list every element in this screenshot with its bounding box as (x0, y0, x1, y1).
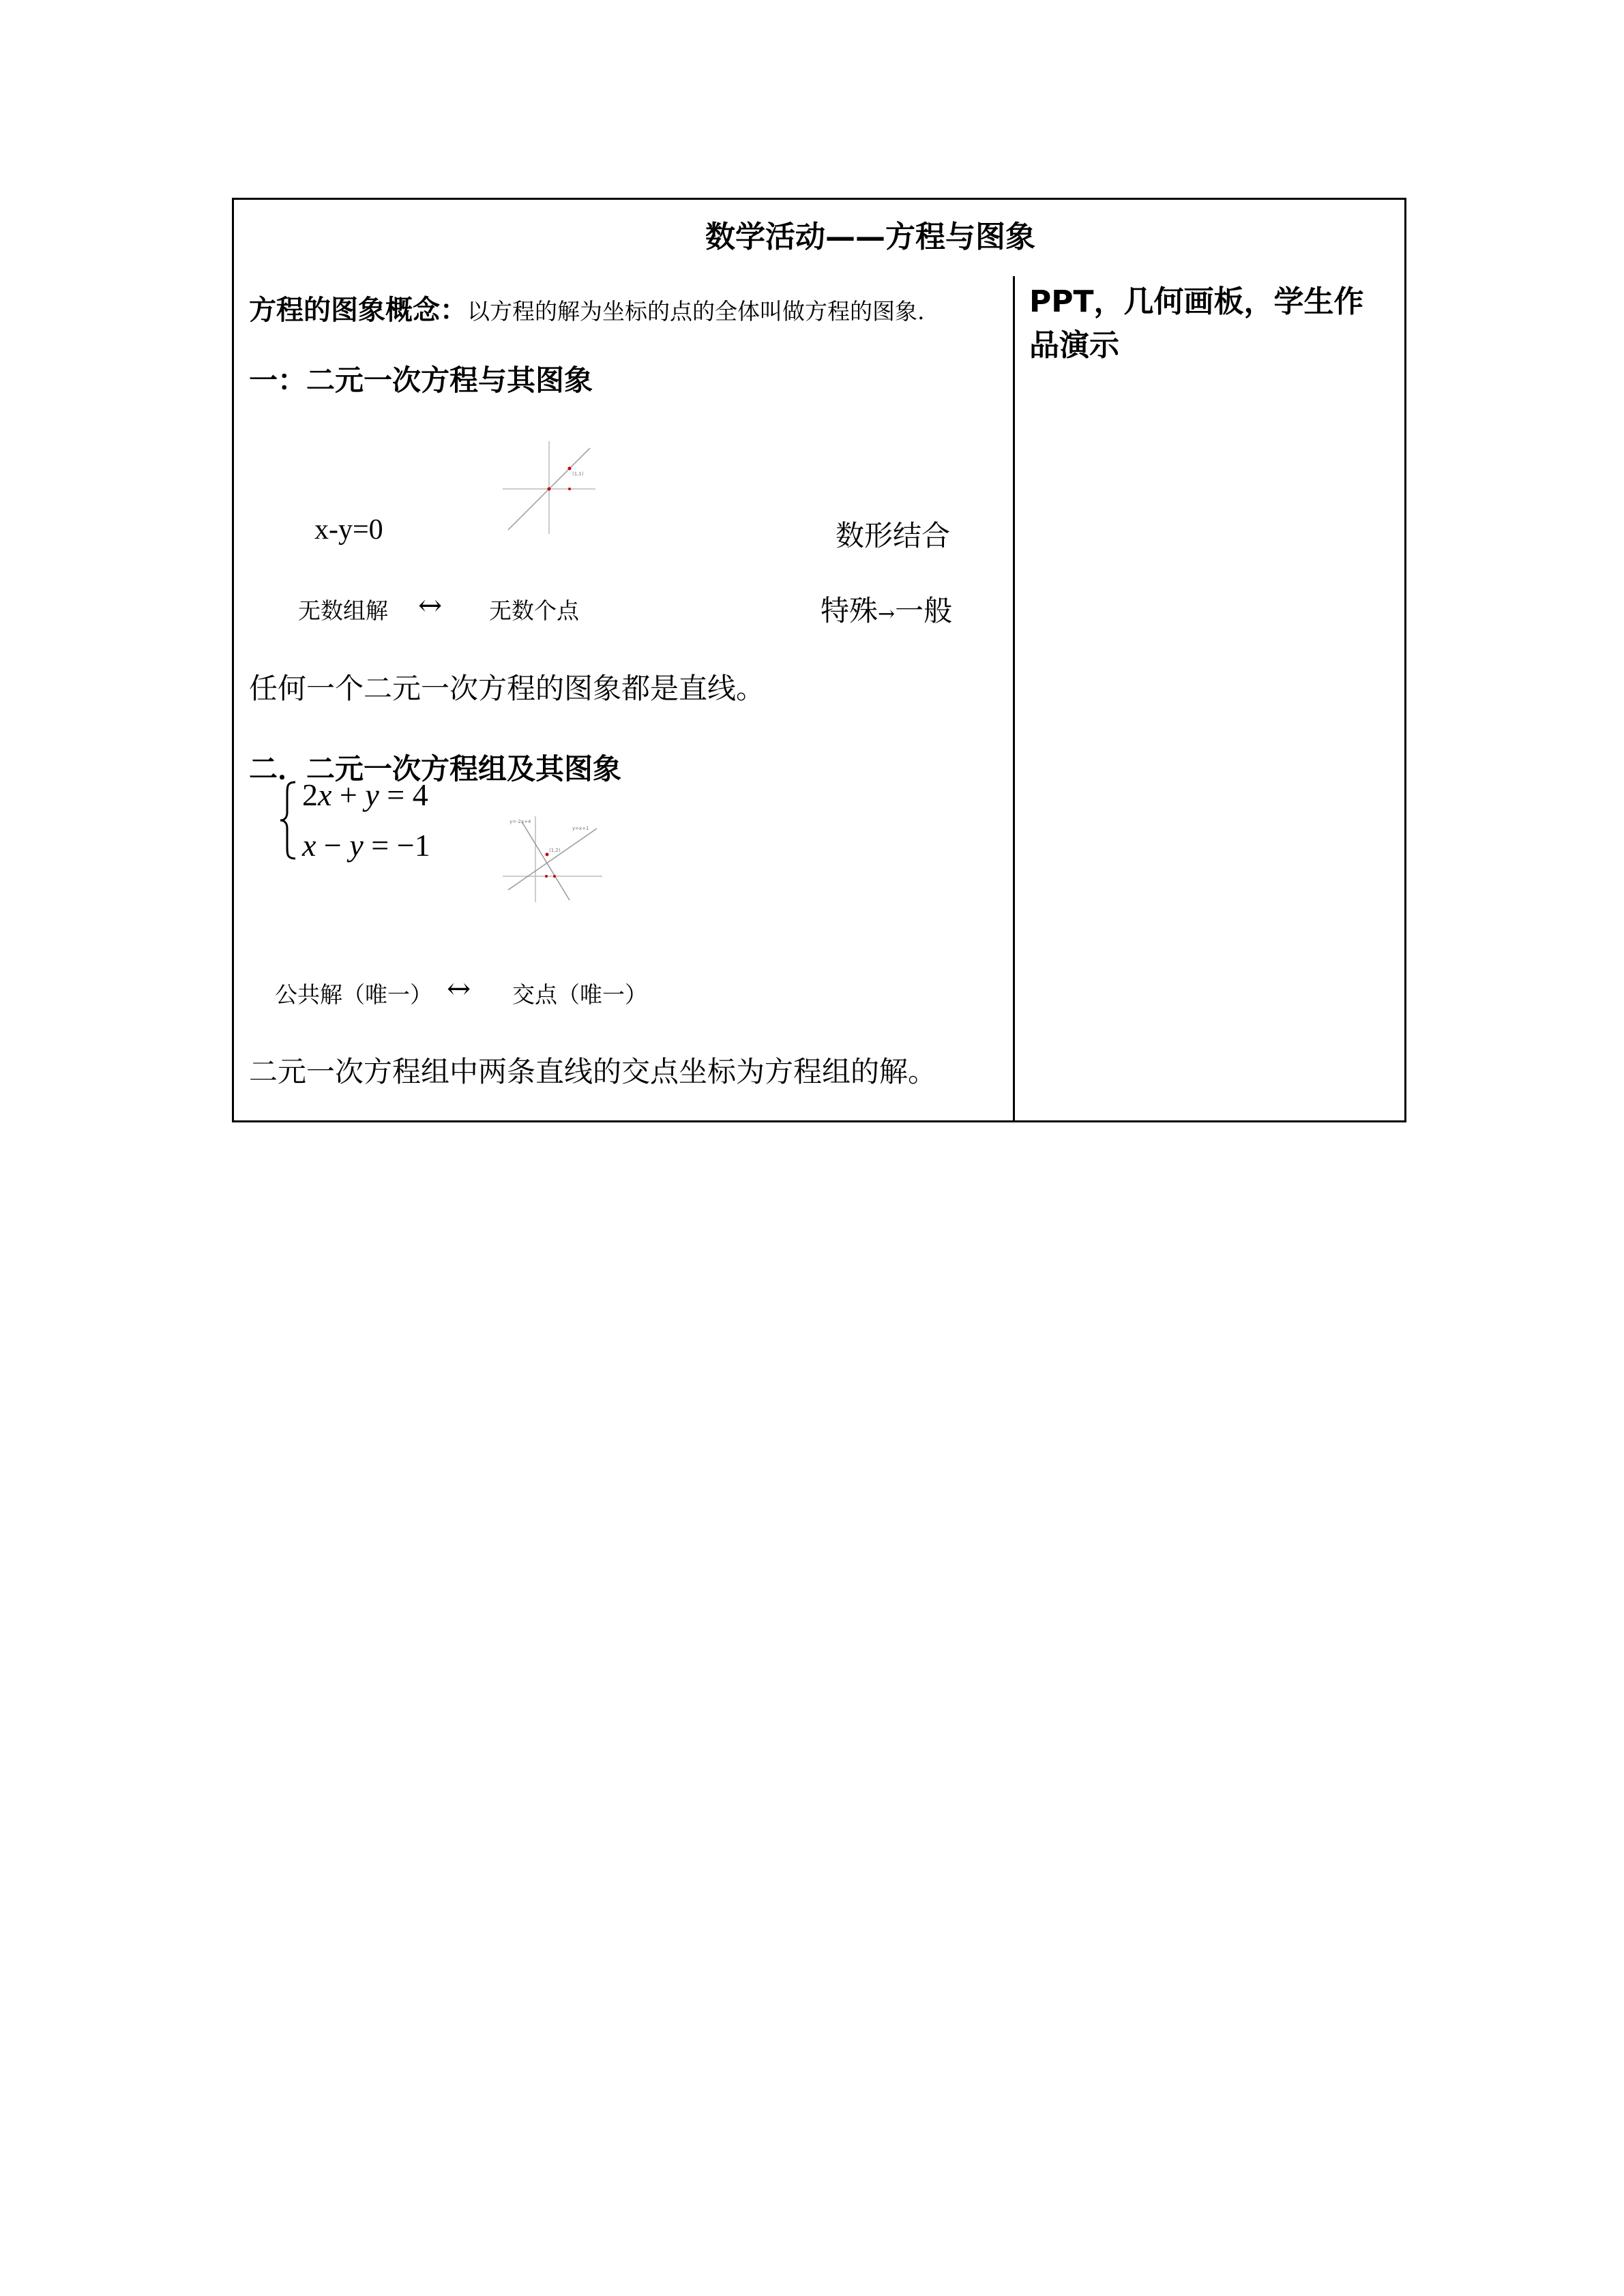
intersection-point (546, 853, 549, 856)
graph2-label-2: y=x+1 (572, 826, 589, 831)
equivalence-arrow: ↔ (418, 588, 443, 622)
graph-x-minus-y (501, 440, 597, 535)
section2-heading: 二．二元一次方程组及其图象 (249, 752, 622, 786)
idea-number-shape: 数形结合 (836, 519, 951, 552)
section1-conclusion: 任何一个二元一次方程的图象都是直线。 (249, 672, 765, 705)
lesson-table (232, 198, 1406, 1122)
column-divider (1013, 276, 1015, 1120)
x-intercept-point (553, 875, 556, 878)
brace-icon (278, 779, 298, 861)
infinite-points: 无数个点 (489, 597, 579, 624)
line-x-minus-y (508, 829, 597, 890)
origin-point (548, 488, 551, 491)
system-equation-2: x − y = −1 (302, 828, 430, 863)
infinite-solutions: 无数组解 (298, 597, 388, 624)
equivalence-arrow-2: ↔ (447, 972, 471, 1005)
x-intercept-point-2 (545, 875, 548, 878)
graph-system (501, 815, 604, 904)
equation-x-minus-y: x-y=0 (314, 514, 383, 546)
x-tick-point (568, 488, 571, 490)
unique-intersection: 交点（唯一） (512, 981, 647, 1008)
graph2-label-3: (1,2) (549, 848, 561, 853)
page-title: 数学活动——方程与图象 (705, 220, 1035, 254)
concept-label: 方程的图象概念： (249, 295, 467, 326)
section2-conclusion: 二元一次方程组中两条直线的交点坐标为方程组的解。 (249, 1055, 937, 1088)
unique-common-solution: 公共解（唯一） (275, 981, 432, 1008)
resources-text: PPT，几何画板，学生作品演示 (1029, 284, 1364, 363)
point-1-1 (568, 467, 572, 471)
line-2x-plus-y (522, 822, 570, 900)
resources-column (1029, 276, 1389, 1120)
idea-special-general: 特殊→一般 (821, 594, 953, 627)
concept-text: 以方程的解为坐标的点的全体叫做方程的图象. (467, 298, 925, 325)
concept-line (249, 288, 925, 327)
graph1-label: (1,1) (572, 471, 584, 477)
system-equation-1: 2x + y = 4 (302, 777, 428, 812)
section1-heading: 一：二元一次方程与其图象 (249, 363, 593, 397)
graph2-label-1: y=-2x+4 (510, 819, 531, 824)
content-column (249, 276, 1006, 1120)
